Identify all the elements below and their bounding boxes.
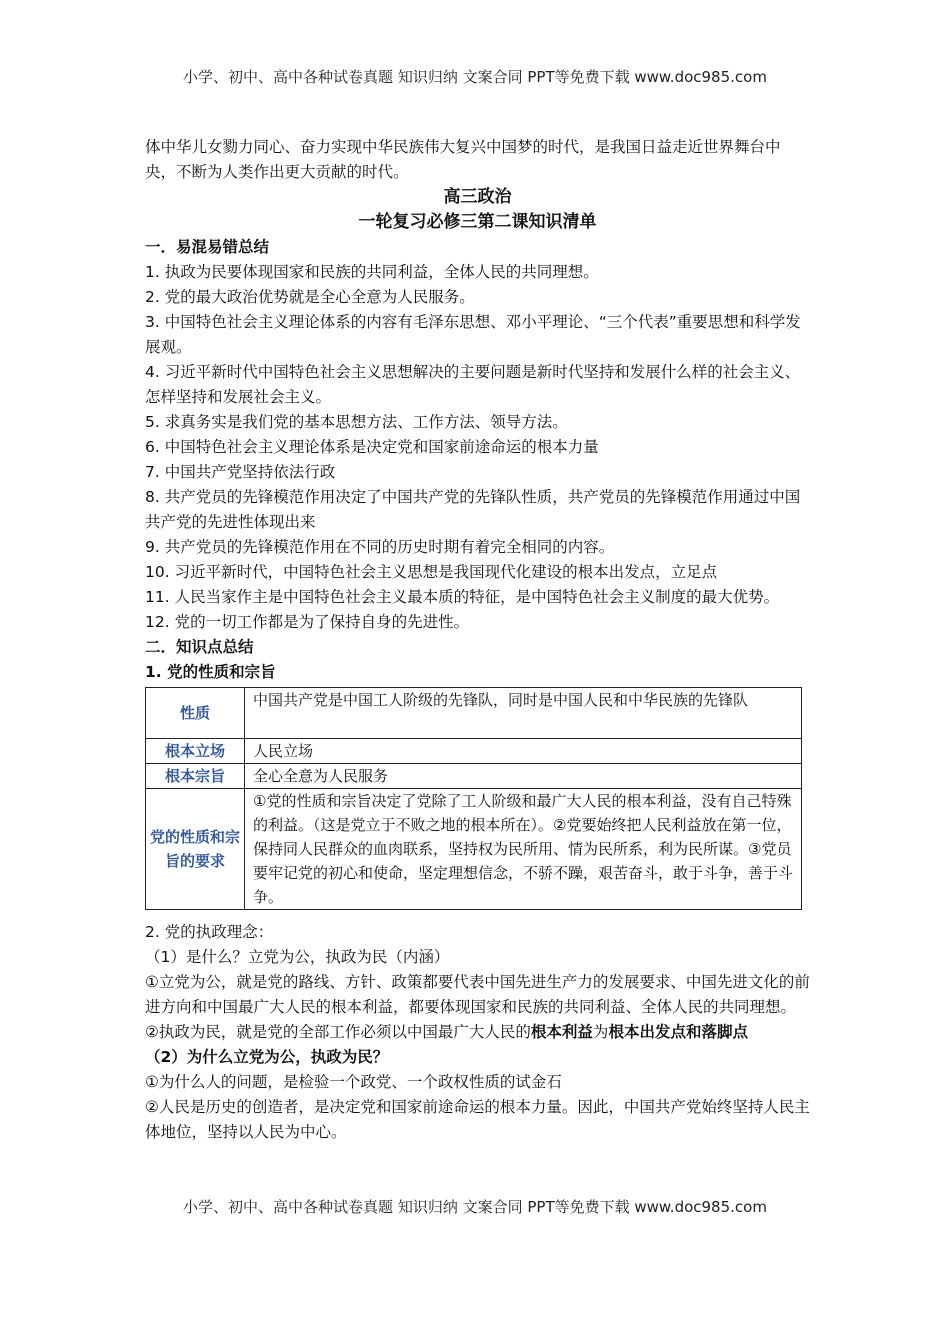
table-label: 党的性质和宗旨的要求: [146, 789, 245, 910]
list-item: 9. 共产党员的先锋模范作用在不同的历史时期有着完全相同的内容。: [145, 538, 615, 556]
subheading-governance: 2. 党的执政理念：: [145, 923, 274, 941]
table-label: 性质: [146, 688, 245, 739]
list-item: 6. 中国特色社会主义理论体系是决定党和国家前途命运的根本力量: [145, 438, 599, 456]
list-item: 1. 执政为民要体现国家和民族的共同利益，全体人民的共同理想。: [145, 263, 599, 281]
text: 为: [592, 1023, 609, 1041]
document-body: [145, 135, 810, 1145]
table-row: [146, 739, 802, 764]
paragraph: ②人民是历史的创造者，是决定党和国家前途命运的根本力量。因此，中国共产党始终坚持人民主体地位，坚持以人民为中心。: [145, 1098, 810, 1141]
section-heading-1: 一．易混易错总结: [145, 238, 270, 256]
table-value: 全心全意为人民服务: [245, 764, 802, 789]
list-item: 5. 求真务实是我们党的基本思想方法、工作方法、领导方法。: [145, 413, 568, 431]
question-2: （2）为什么立党为公，执政为民？: [145, 1048, 389, 1066]
section-heading-2: 二．知识点总结: [145, 638, 254, 656]
table-label: 根本立场: [146, 739, 245, 764]
paragraph: ①为什么人的问题，是检验一个政党、一个政权性质的试金石: [145, 1073, 562, 1091]
subheading-nature: 1. 党的性质和宗旨: [145, 663, 276, 681]
list-item: 2. 党的最大政治优势就是全心全意为人民服务。: [145, 288, 475, 306]
table-value: 中国共产党是中国工人阶级的先锋队，同时是中国人民和中华民族的先锋队: [245, 688, 802, 739]
page-header: 小学、初中、高中各种试卷真题 知识归纳 文案合同 PPT等免费下载 www.doc985.com: [183, 68, 767, 86]
text: ②执政为民，就是党的全部工作必须以中国最广大人民的: [145, 1023, 531, 1041]
table-row: [146, 688, 802, 739]
list-item: 7. 中国共产党坚持依法行政: [145, 463, 336, 481]
list-item: 12. 党的一切工作都是为了保持自身的先进性。: [145, 613, 470, 631]
page-footer: 小学、初中、高中各种试卷真题 知识归纳 文案合同 PPT等免费下载 www.doc985.com: [183, 1198, 767, 1216]
emphasis: 根本利益: [530, 1023, 593, 1041]
intro-paragraph: 体中华儿女勠力同心、奋力实现中华民族伟大复兴中国梦的时代，是我国日益走近世界舞台中央，不断为人类作出更大贡献的时代。: [145, 138, 781, 181]
table-row: [146, 764, 802, 789]
list-item: 3. 中国特色社会主义理论体系的内容有毛泽东思想、邓小平理论、“三个代表”重要思想和科学发展观。: [145, 313, 801, 356]
paragraph: [145, 1020, 810, 1045]
emphasis: 根本出发点和落脚点: [608, 1023, 748, 1041]
paragraph: ①立党为公，就是党的路线、方针、政策都要代表中国先进生产力的发展要求、中国先进文化的前进方向和中国最广大人民的根本利益，都要体现国家和民族的共同利益、全体人民的共同理想。: [145, 973, 810, 1016]
table-label: 根本宗旨: [146, 764, 245, 789]
nature-purpose-table: [145, 687, 802, 910]
table-row: [146, 789, 802, 910]
title-main: 一轮复习必修三第二课知识清单: [358, 212, 597, 232]
list-item: 10. 习近平新时代，中国特色社会主义思想是我国现代化建设的根本出发点，立足点: [145, 563, 718, 581]
list-item: 8. 共产党员的先锋模范作用决定了中国共产党的先锋队性质，共产党员的先锋模范作用通过中国共产党的先进性体现出来: [145, 488, 801, 531]
question-1: （1）是什么？立党为公，执政为民（内涵）: [145, 948, 450, 966]
title-subject: 高三政治: [443, 187, 512, 207]
list-item: 4. 习近平新时代中国特色社会主义思想解决的主要问题是新时代坚持和发展什么样的社会主义、怎样坚持和发展社会主义。: [145, 363, 801, 406]
table-value: 人民立场: [245, 739, 802, 764]
table-value: ①党的性质和宗旨决定了党除了工人阶级和最广大人民的根本利益，没有自己特殊的利益。（这是党立于不败之地的根本所在）。②党要始终把人民利益放在第一位，保持同人民群众的血肉联系，坚持权为民所用、情为民所系，利为民所谋。③党员要牢记党的初心和使命，坚定理想信念，不骄不躁，艰苦奋斗，敢于斗争，善于斗争。: [245, 789, 802, 910]
list-item: 11. 人民当家作主是中国特色社会主义最本质的特征，是中国特色社会主义制度的最大优势。: [145, 588, 780, 606]
